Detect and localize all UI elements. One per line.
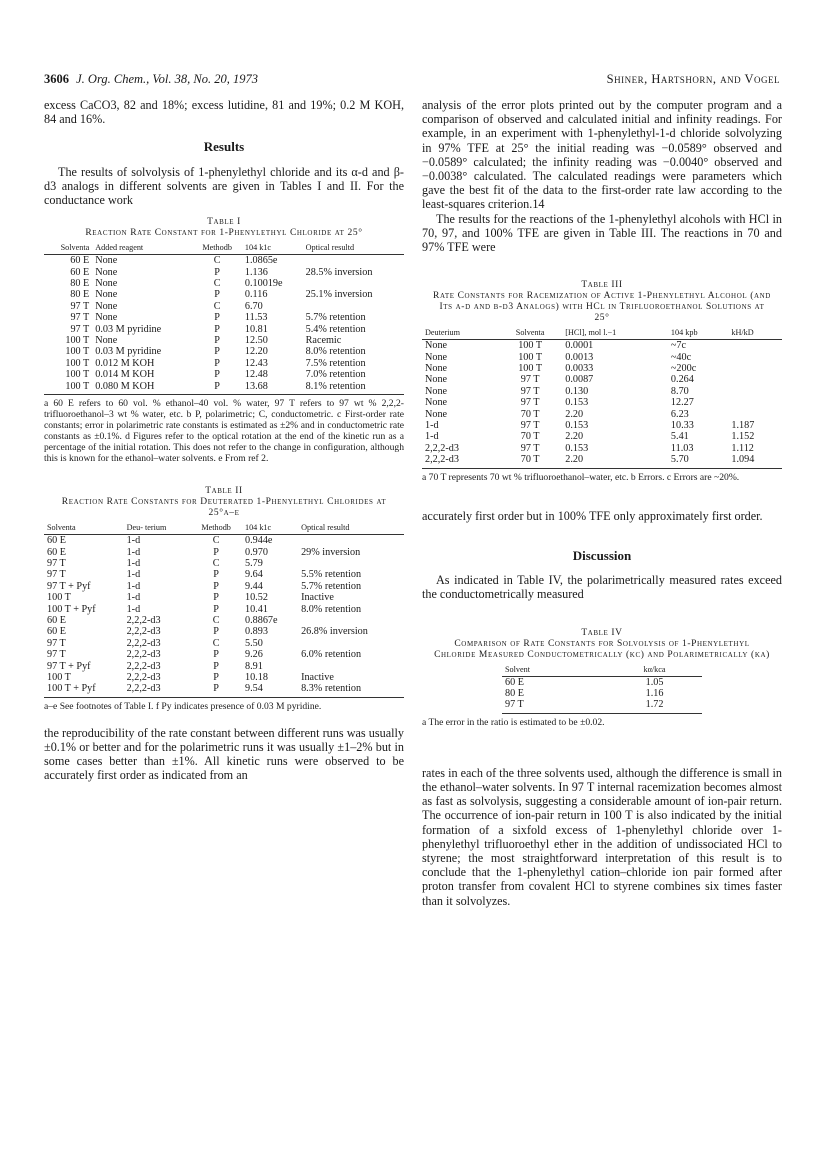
t1-cell: 97 T <box>70 312 90 324</box>
t3-cell <box>728 363 782 374</box>
t4-row <box>502 688 702 699</box>
t1-cell: C <box>213 300 221 312</box>
t2-cell: 9.64 <box>244 569 263 581</box>
t1-cell: 7.0% retention <box>305 369 366 381</box>
t2-cell: 1-d <box>126 603 141 615</box>
t2-cell: 97 T <box>47 557 66 569</box>
t1-cell: 5.4% retention <box>305 323 366 335</box>
t1-cell: C <box>213 278 221 290</box>
t1-cell: 60 E <box>70 266 90 278</box>
table2-footnote: a–e See footnotes of Table I. f Py indicates presence of 0.03 M pyridine. <box>44 700 322 712</box>
table3-footnote: a 70 T represents 70 wt % trifluoroethanol–water, etc. b Errors. c Errors are ~20%. <box>422 471 740 483</box>
table1 <box>44 243 404 395</box>
t2-header-4: Optical resultd <box>298 523 404 535</box>
t3-cell: 1.094 <box>728 454 782 468</box>
t1-cell: 12.50 <box>244 335 268 347</box>
t3-cell: 10.33 <box>670 420 694 432</box>
t2-cell: 97 T + Pyf <box>47 660 91 672</box>
t3-cell: 70 T <box>520 431 540 443</box>
t3-cell <box>728 340 782 352</box>
t1-cell: 0.116 <box>244 289 268 301</box>
t3-cell: 0.264 <box>670 374 694 386</box>
t2-cell: C <box>212 614 220 626</box>
t2-cell: P <box>213 660 219 672</box>
t1-cell: 7.5% retention <box>305 357 366 369</box>
t2-cell: 5.79 <box>244 557 263 569</box>
t1-cell: 80 E <box>70 278 90 290</box>
t1-header-4: Optical resultd <box>303 243 404 255</box>
t3-cell: None <box>425 408 448 420</box>
t2-cell: 8.3% retention <box>298 683 404 697</box>
t1-cell: 100 T <box>65 369 90 381</box>
t2-cell: 2,2,2-d3 <box>126 614 161 626</box>
t2-cell: Inactive <box>301 592 334 604</box>
t3-cell: 0.0033 <box>565 363 594 375</box>
t2-cell: 1-d <box>126 580 141 592</box>
t3-row <box>422 409 782 420</box>
t1-row <box>44 369 404 380</box>
t1-cell: None <box>95 289 118 301</box>
t3-cell: ~200c <box>670 363 697 375</box>
t3-row <box>422 352 782 363</box>
t2-row <box>44 569 404 580</box>
t2-cell: 5.50 <box>244 637 263 649</box>
t2-cell: P <box>190 683 242 697</box>
intro-text: excess CaCO3, 82 and 18%; excess lutidine, 81 and 19%; 0.2 M KOH, 84 and 16%. <box>44 98 404 127</box>
t2-cell: Inactive <box>301 671 334 683</box>
t3-cell: ~40c <box>670 351 692 363</box>
t2-row <box>44 672 404 683</box>
t4-cell: 80 E <box>505 687 524 699</box>
t3-row <box>422 431 782 442</box>
table4-footnote: a The error in the ratio is estimated to be ±0.02. <box>422 716 605 728</box>
discussion-paragraph: As indicated in Table IV, the polarimetrically measured rates exceed the conductometrically measured <box>422 573 782 602</box>
results-paragraph: The results of solvolysis of 1-phenylethyl chloride and its α-d and β-d3 analogs in different solvents are given in Tables I and II. For the conductance work <box>44 164 404 208</box>
t1-cell: 6.70 <box>244 300 263 312</box>
t2-header-2: Methodb <box>190 523 242 535</box>
t4-row <box>502 676 702 688</box>
t2-cell: 97 T <box>47 569 66 581</box>
t3-cell: 2.20 <box>562 454 668 468</box>
t4-cell: 1.72 <box>607 699 702 713</box>
t3-header-0: Deuterium <box>422 328 498 340</box>
t2-cell: P <box>213 569 219 581</box>
t1-cell: P <box>192 381 242 395</box>
t1-cell: 0.03 M pyridine <box>95 346 162 358</box>
journal-citation: J. Org. Chem., Vol. 38, No. 20, 1973 <box>76 72 258 86</box>
t1-cell: C <box>213 255 221 267</box>
t4-cell: 97 T <box>502 699 607 713</box>
t2-cell: 0.944e <box>244 535 273 547</box>
t3-cell: 2.20 <box>565 408 584 420</box>
t2-row <box>44 558 404 569</box>
t1-row <box>44 278 404 289</box>
t1-cell: 100 T <box>65 346 90 358</box>
t1-cell: 10.81 <box>244 323 268 335</box>
t2-row <box>44 581 404 592</box>
t2-cell: 6.0% retention <box>301 649 362 661</box>
right-paragraph-5: rates in each of the three solvents used, although the difference is small in the ethanol–water solvents. In 97 T internal racemization becomes almost as fast as solvolysis, suggesting a considerable amount of ion-pair return. The occurrence of ion-pair return in 100 T is also indicated by the initial formation of a sixfold excess of 1-phenylethyl chloride over 1-phenylethyl trifluoroethyl ether in the addition of undissociated HCl to styrene; the most straightforward interpretation of this result is to conclude that the 1-phenylethyl cation–chloride ion pair formed after proton transfer from covalent HCl to styrene combines six times faster than it solvolyzes. <box>422 765 782 908</box>
table3-label: Table III <box>581 280 623 291</box>
t1-cell <box>303 278 404 289</box>
t2-cell: 5.7% retention <box>301 580 362 592</box>
t2-cell: 1-d <box>126 592 141 604</box>
t3-row <box>422 374 782 385</box>
t2-cell: 2,2,2-d3 <box>126 671 161 683</box>
t2-cell: 29% inversion <box>301 546 361 558</box>
t3-cell: 70 T <box>520 408 540 420</box>
t2-cell: 9.44 <box>244 580 263 592</box>
t3-row <box>422 443 782 454</box>
t3-cell: 11.03 <box>670 442 694 454</box>
table2-label: Table II <box>205 486 243 497</box>
t1-cell: 60 E <box>70 255 90 267</box>
right-paragraph-1: analysis of the error plots printed out by the computer program and a comparison of observed and calculated initial and infinity readings. For example, in an experiment with 1-phenylethyl-1-d chloride solvolyzing in 97% TFE at 25° the initial reading was −0.0589° observed and −0.0589° calculated; the infinity reading was −0.0040° observed and −0.0038° calculated. The calculated readings were parameters which gave the best fit of the data to the first-order rate law according to the least-squares criterion.14 <box>422 98 782 212</box>
t2-cell: 10.52 <box>244 592 268 604</box>
t1-cell: None <box>95 312 118 324</box>
t3-cell: 0.0013 <box>565 351 594 363</box>
t1-row <box>44 267 404 278</box>
t2-header-1: Deu- terium <box>124 523 191 535</box>
t2-row <box>44 604 404 615</box>
t2-cell: P <box>213 546 219 558</box>
t1-cell: None <box>95 278 118 290</box>
t1-row <box>44 335 404 346</box>
t3-cell: 0.153 <box>565 442 589 454</box>
t1-cell: 0.012 M KOH <box>95 357 155 369</box>
t1-cell: 0.080 M KOH <box>92 381 192 395</box>
t1-row <box>44 255 404 267</box>
t4-cell: 1.05 <box>645 676 664 688</box>
t2-cell <box>298 661 404 672</box>
t1-cell: P <box>214 323 220 335</box>
t3-cell: 100 T <box>518 363 543 375</box>
t1-row <box>44 312 404 323</box>
table3 <box>422 328 782 468</box>
t1-cell: None <box>95 335 118 347</box>
t2-cell: 1-d <box>126 557 141 569</box>
t2-cell: 2,2,2-d3 <box>124 683 191 697</box>
table1-footnote: a 60 E refers to 60 vol. % ethanol–40 vol. % water, 97 T refers to 97 wt % 2,2,2-trifluoroethanol–3 wt % water, etc. b P, polarimetric; C, conductometric. c First-order rate constants; error in polarimetric rate constants is estimated as ±2% and in conductometric rate constants as ±0.1%. d Figures refer to the optical rotation at the end of the kinetic run as a percentage of the initial rotation. This does not refer to the change in configuration, although this is known for the ethanol–water solvents. e From ref 2. <box>44 398 404 465</box>
table4-label: Table IV <box>581 627 623 638</box>
t2-cell: 97 T + Pyf <box>47 580 91 592</box>
t3-cell: 97 T <box>520 420 540 432</box>
t3-row <box>422 420 782 431</box>
t2-cell: 8.91 <box>244 660 263 672</box>
t3-cell: 0.0087 <box>565 374 594 386</box>
t1-cell: P <box>214 312 220 324</box>
t2-row <box>44 592 404 603</box>
t1-cell: P <box>214 289 220 301</box>
t3-cell: 5.70 <box>668 454 728 468</box>
t1-cell: 100 T <box>65 335 90 347</box>
t2-cell <box>298 535 404 547</box>
right-paragraph-2: The results for the reactions of the 1-phenylethyl alcohols with HCl in 70, 97, and 100% TFE are given in Table III. The reactions in 70 and 97% TFE were <box>422 211 782 255</box>
t3-row <box>422 386 782 397</box>
discussion-heading: Discussion <box>572 547 632 563</box>
t2-cell: 0.8867e <box>244 614 278 626</box>
t3-cell <box>728 352 782 363</box>
t2-cell: 10.41 <box>244 603 268 615</box>
t1-cell: P <box>214 266 220 278</box>
t1-cell: 25.1% inversion <box>305 289 373 301</box>
table2 <box>44 523 404 698</box>
t3-cell: 1-d <box>425 431 439 443</box>
closing-paragraph: the reproducibility of the rate constant between different runs was usually ±0.1% or better and for the polarimetric runs it was usually ±1–2% but in some cases better than ±1%. All kinetic runs were observed to be accurately first order as indicated from an <box>44 725 404 783</box>
t3-cell: 0.153 <box>565 397 589 409</box>
t1-row <box>44 324 404 335</box>
t4-header-1: kα/kca <box>607 665 702 677</box>
t2-header-3: 104 k1c <box>242 523 298 535</box>
t3-cell: 0.153 <box>565 420 589 432</box>
t3-cell: 1-d <box>425 420 439 432</box>
results-heading: Results <box>203 139 245 155</box>
t2-cell: 9.26 <box>244 649 263 661</box>
t1-cell: 8.0% retention <box>305 346 366 358</box>
t1-cell: 11.53 <box>244 312 268 324</box>
t2-cell: 1-d <box>126 535 141 547</box>
t2-cell: P <box>213 649 219 661</box>
table1-caption: Reaction Rate Constant for 1-Phenylethyl Chloride at 25° <box>85 228 363 239</box>
table4 <box>502 665 702 714</box>
t1-row <box>44 346 404 357</box>
t2-cell: 1-d <box>126 546 141 558</box>
t3-row <box>422 363 782 374</box>
t1-cell: 12.48 <box>244 369 268 381</box>
t2-cell: C <box>212 637 220 649</box>
t2-cell: 60 E <box>47 535 66 547</box>
t3-cell <box>728 409 782 420</box>
t3-cell: None <box>425 374 448 386</box>
t2-cell: 2,2,2-d3 <box>126 637 161 649</box>
t1-cell: 1.136 <box>244 266 268 278</box>
t2-cell: 5.5% retention <box>301 569 362 581</box>
t1-cell: P <box>214 335 220 347</box>
t3-cell: 97 T <box>520 374 540 386</box>
t2-cell: 2,2,2-d3 <box>126 649 161 661</box>
t2-cell: P <box>213 603 219 615</box>
t3-cell: 70 T <box>498 454 562 468</box>
t3-cell: 2,2,2-d3 <box>422 454 498 468</box>
t1-cell: P <box>214 346 220 358</box>
t2-row <box>44 649 404 660</box>
t1-cell <box>303 255 404 267</box>
t4-row <box>502 699 702 713</box>
t3-cell: 97 T <box>520 442 540 454</box>
t1-cell: P <box>214 357 220 369</box>
t1-cell: None <box>95 266 118 278</box>
t3-cell: None <box>425 363 448 375</box>
t3-cell: None <box>425 351 448 363</box>
t2-cell: C <box>212 557 220 569</box>
t2-cell: 1-d <box>126 569 141 581</box>
t3-header-4: kH/kD <box>728 328 782 340</box>
t2-row <box>44 683 404 697</box>
t2-cell <box>298 558 404 569</box>
running-authors: Shiner, Hartshorn, and Vogel <box>606 72 780 86</box>
t1-cell: 100 T <box>44 381 92 395</box>
t3-cell: 5.41 <box>670 431 689 443</box>
page-header <box>44 72 780 90</box>
table3-caption: Rate Constants for Racemization of Active 1-Phenylethyl Alcohol (and Its α-d and β-d3 Analogs) with HCl in Trifluoroethanol Solutions at 25° <box>433 291 771 324</box>
t3-cell: 12.27 <box>670 397 694 409</box>
right-paragraph-3: accurately first order but in 100% TFE only approximately first order. <box>422 508 763 523</box>
t1-row <box>44 358 404 369</box>
t3-cell: 0.130 <box>565 385 589 397</box>
t3-cell: 2.20 <box>565 431 584 443</box>
t2-cell: 60 E <box>47 614 66 626</box>
t1-row <box>44 289 404 300</box>
t1-header-2: Methodb <box>192 243 242 255</box>
t1-cell: None <box>95 255 118 267</box>
t2-header-0: Solventa <box>44 523 124 535</box>
t2-row <box>44 547 404 558</box>
t2-cell: 9.54 <box>242 683 298 697</box>
t2-cell: 97 T <box>47 649 66 661</box>
t3-cell: None <box>425 385 448 397</box>
t2-cell <box>298 638 404 649</box>
t3-row <box>422 454 782 468</box>
left-column <box>44 98 404 783</box>
t1-header-1: Added reagent <box>92 243 192 255</box>
t2-cell: 0.893 <box>244 626 268 638</box>
t1-cell: 97 T <box>70 300 90 312</box>
t2-cell: 97 T <box>47 637 66 649</box>
t4-header-0: Solvent <box>502 665 607 677</box>
t3-header-3: 104 kpb <box>668 328 728 340</box>
table2-caption: Reaction Rate Constants for Deuterated 1-Phenylethyl Chlorides at 25°a–e <box>61 497 387 519</box>
t2-cell: P <box>213 626 219 638</box>
t2-cell <box>298 615 404 626</box>
t2-cell: C <box>212 535 220 547</box>
t3-header-1: Solventa <box>498 328 562 340</box>
t2-cell: 100 T <box>47 592 71 604</box>
t2-cell: 100 T <box>47 671 71 683</box>
t3-cell: 97 T <box>520 397 540 409</box>
page-number: 3606 <box>44 72 69 86</box>
t2-row <box>44 615 404 626</box>
t1-cell: 8.1% retention <box>303 381 404 395</box>
table1-label: Table I <box>207 217 241 228</box>
t2-cell: 0.970 <box>244 546 268 558</box>
t1-row <box>44 381 404 395</box>
t2-cell: 2,2,2-d3 <box>126 626 161 638</box>
t2-cell: 26.8% inversion <box>301 626 368 638</box>
t3-cell: 6.23 <box>670 408 689 420</box>
table4-caption: Comparison of Rate Constants for Solvolysis of 1-Phenylethyl Chloride Measured Conductometrically (kc) and Polarimetrically (kα) <box>434 638 770 660</box>
t3-cell: None <box>425 340 448 352</box>
t3-cell: 1.112 <box>731 442 754 454</box>
right-column <box>422 98 782 908</box>
t2-cell: 100 T + Pyf <box>47 603 96 615</box>
t1-cell: 1.0865e <box>244 255 278 267</box>
t1-header-3: 104 k1c <box>242 243 303 255</box>
t1-cell: 12.20 <box>244 346 268 358</box>
t2-cell: P <box>213 580 219 592</box>
t2-cell: 60 E <box>47 626 66 638</box>
t3-cell: 97 T <box>520 385 540 397</box>
t1-cell: 12.43 <box>244 357 268 369</box>
t2-row <box>44 626 404 637</box>
t3-row <box>422 340 782 352</box>
t1-cell: 13.68 <box>242 381 303 395</box>
t3-row <box>422 397 782 408</box>
t3-cell: None <box>425 397 448 409</box>
t1-cell: P <box>214 369 220 381</box>
t3-cell: 2,2,2-d3 <box>425 442 459 454</box>
t3-cell: 8.70 <box>670 385 689 397</box>
t2-row <box>44 638 404 649</box>
t2-cell: 60 E <box>47 546 66 558</box>
t4-cell: 1.16 <box>645 687 664 699</box>
t3-cell: ~7c <box>670 340 687 352</box>
t2-cell: 10.18 <box>244 671 268 683</box>
t1-cell: 28.5% inversion <box>305 266 373 278</box>
t1-cell: None <box>95 300 118 312</box>
t2-cell: 100 T + Pyf <box>44 683 124 697</box>
t1-cell <box>303 301 404 312</box>
t1-cell: 0.10019e <box>244 278 283 290</box>
t1-cell: Racemic <box>305 335 342 347</box>
t3-cell <box>728 374 782 385</box>
t1-cell: 0.014 M KOH <box>95 369 155 381</box>
t3-cell: 100 T <box>518 351 543 363</box>
t2-cell: 8.0% retention <box>301 603 362 615</box>
t2-row <box>44 661 404 672</box>
t1-cell: 5.7% retention <box>305 312 366 324</box>
t2-cell: 2,2,2-d3 <box>126 660 161 672</box>
t2-cell: P <box>213 671 219 683</box>
t1-cell: 97 T <box>70 323 90 335</box>
t3-cell <box>728 397 782 408</box>
t3-cell: 0.0001 <box>565 340 594 352</box>
t2-row <box>44 535 404 547</box>
t3-cell: 1.187 <box>731 420 755 432</box>
t3-cell: 1.152 <box>731 431 755 443</box>
t1-cell: 100 T <box>65 357 90 369</box>
t2-cell: P <box>213 592 219 604</box>
t3-cell: 100 T <box>518 340 543 352</box>
t3-cell <box>728 386 782 397</box>
t4-cell: 60 E <box>505 676 524 688</box>
t1-cell: 0.03 M pyridine <box>95 323 162 335</box>
t1-header-0: Solventa <box>44 243 92 255</box>
t1-cell: 80 E <box>70 289 90 301</box>
t3-header-2: [HCl], mol l.−1 <box>562 328 668 340</box>
t1-row <box>44 301 404 312</box>
